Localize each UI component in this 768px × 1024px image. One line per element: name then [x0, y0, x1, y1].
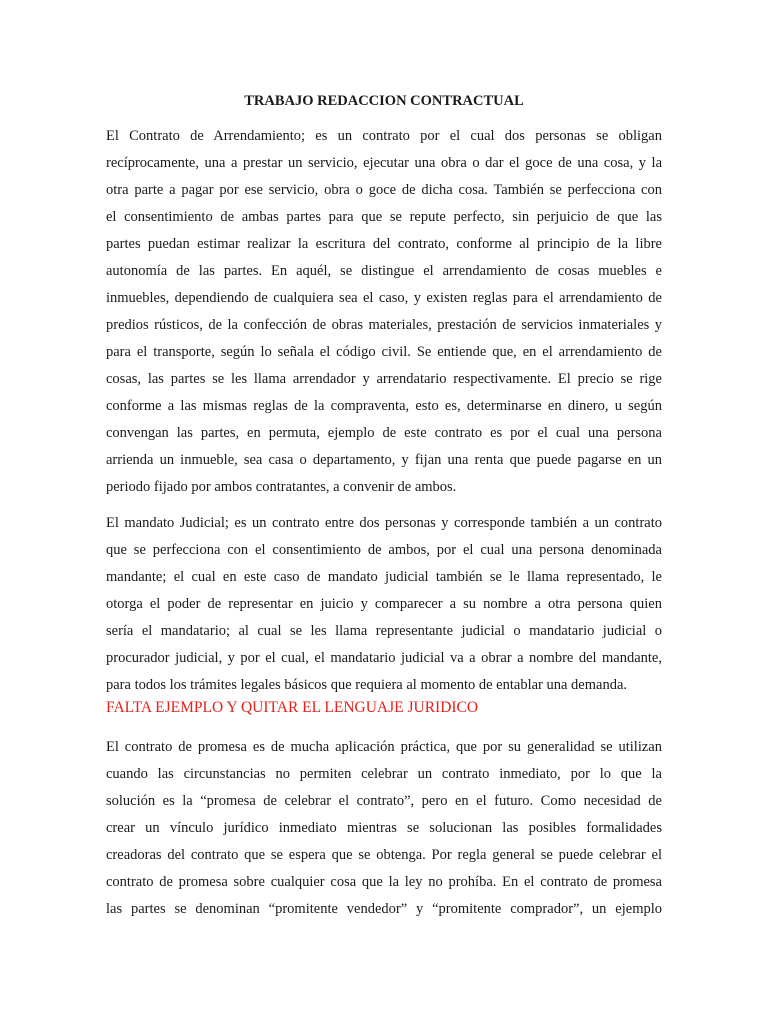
paragraph-line: solución es la “promesa de celebrar el contrato”, pero en el futuro. Como necesidad de: [106, 793, 662, 809]
paragraph-line: procurador judicial, y por el cual, el mandatario judicial va a obrar a nombre del mandante,: [106, 650, 662, 666]
paragraph-line: convengan las partes, en permuta, ejemplo de este contrato es por el cual una persona: [106, 425, 662, 441]
paragraph-line: El Contrato de Arrendamiento; es un contrato por el cual dos personas se obligan: [106, 128, 662, 144]
paragraph-line: contrato de promesa sobre cualquier cosa que la ley no prohíba. En el contrato de promesa: [106, 874, 662, 890]
paragraph-line: otra parte a pagar por ese servicio, obra o goce de dicha cosa. También se perfecciona con: [106, 182, 662, 198]
paragraph-line: crear un vínculo jurídico inmediato mientras se solucionan las posibles formalidades: [106, 820, 662, 836]
paragraph-line: recíprocamente, una a prestar un servicio, ejecutar una obra o dar el goce de una cosa, y la: [106, 155, 662, 171]
paragraph-line: cuando las circunstancias no permiten celebrar un contrato inmediato, por lo que la: [106, 766, 662, 782]
document-title: TRABAJO REDACCION CONTRACTUAL: [244, 93, 524, 109]
paragraph-line: El mandato Judicial; es un contrato entre dos personas y corresponde también a un contrato: [106, 515, 662, 531]
paragraph-line: predios rústicos, de la confección de obras materiales, prestación de servicios inmateriales y: [106, 317, 662, 333]
paragraph-line: que se perfecciona con el consentimiento de ambos, por el cual una persona denominada: [106, 542, 662, 558]
paragraph-contrato-promesa: [106, 734, 662, 923]
paragraph-arrendamiento: [106, 123, 662, 501]
paragraph-line: arrienda un inmueble, sea casa o departamento, y fijan una renta que puede pagarse en un: [106, 452, 662, 468]
paragraph-line: creadoras del contrato que se espera que se obtenga. Por regla general se puede celebrar el: [106, 847, 662, 863]
paragraph-line: inmuebles, dependiendo de cualquiera sea el caso, y existen reglas para el arrendamiento de: [106, 290, 662, 306]
paragraph-line: cosas, las partes se les llama arrendador y arrendatario respectivamente. El precio se rige: [106, 371, 662, 387]
paragraph-line: autonomía de las partes. En aquél, se distingue el arrendamiento de cosas muebles e: [106, 263, 662, 279]
paragraph-line: para el transporte, según lo señala el código civil. Se entiende que, en el arrendamiento de: [106, 344, 662, 360]
paragraph-line: otorga el poder de representar en juicio y comparecer a su nombre a otra persona quien: [106, 596, 662, 612]
document-page: [106, 0, 662, 1024]
paragraph-line: para todos los trámites legales básicos que requiera al momento de entablar una demanda.: [106, 677, 628, 693]
paragraph-line: El contrato de promesa es de mucha aplicación práctica, que por su generalidad se utilizan: [106, 739, 662, 755]
paragraph-mandato-judicial: [106, 510, 662, 699]
paragraph-line: conforme a las mismas reglas de la compraventa, esto es, determinarse en dinero, u según: [106, 398, 662, 414]
paragraph-line: las partes se denominan “promitente vendedor” y “promitente comprador”, un ejemplo: [106, 901, 662, 917]
review-annotation: FALTA EJEMPLO Y QUITAR EL LENGUAJE JURIDICO: [106, 699, 479, 716]
paragraph-line: periodo fijado por ambos contratantes, a convenir de ambos.: [106, 479, 457, 495]
paragraph-line: el consentimiento de ambas partes para que se repute perfecto, sin perjuicio de que las: [106, 209, 662, 225]
paragraph-line: mandante; el cual en este caso de mandato judicial también se le llama representado, le: [106, 569, 662, 585]
paragraph-line: sería el mandatario; al cual se les llama representante judicial o mandatario judicial o: [106, 623, 662, 639]
paragraph-line: partes puedan estimar realizar la escritura del contrato, conforme al principio de la libre: [106, 236, 662, 252]
